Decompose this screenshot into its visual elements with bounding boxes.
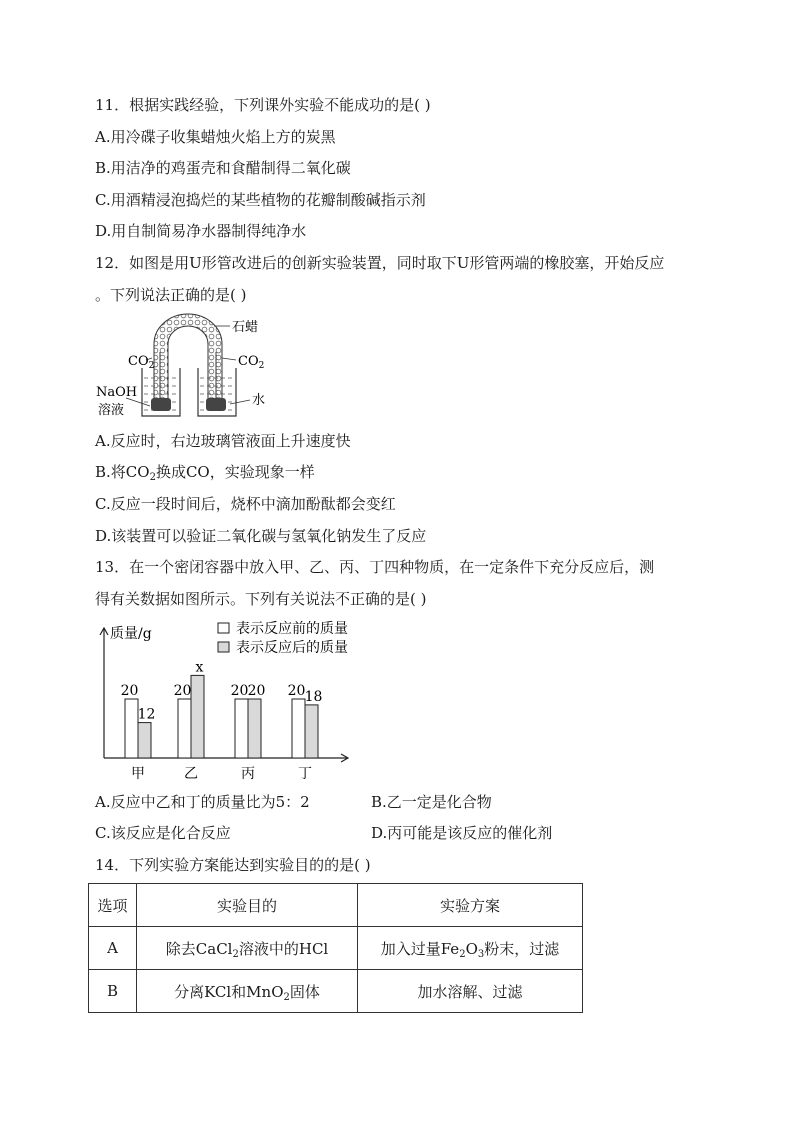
q12-option-c: C.反应一段时间后，烧杯中滴加酚酞都会变红 <box>95 495 396 513</box>
solution-label: 溶液 <box>98 403 125 418</box>
table-header-row <box>89 884 583 927</box>
q12-option-a: A.反应时，右边玻璃管液面上升速度快 <box>95 432 351 450</box>
q11-option-a: A.用冷碟子收集蜡烛火焰上方的炭黑 <box>95 128 336 146</box>
q11-option-c: C.用酒精浸泡捣烂的某些植物的花瓣制酸碱指示剂 <box>95 191 426 209</box>
bar <box>191 675 204 758</box>
mass-bar-chart <box>90 618 380 786</box>
bar <box>138 723 151 758</box>
bar-value-label: x <box>195 659 204 676</box>
header-aim: 实验目的 <box>137 884 358 927</box>
bar-value-label: 20 <box>173 683 192 699</box>
bar <box>248 699 261 758</box>
q14-stem: 14．下列实验方案能达到实验目的的是( ) <box>95 856 371 874</box>
q13-stem-line1: 13．在一个密闭容器中放入甲、乙、丙、丁四种物质，在一定条件下充分反应后，测 <box>95 558 655 576</box>
bar <box>125 699 138 758</box>
q12-option-d: D.该装置可以验证二氧化碳与氢氧化钠发生了反应 <box>95 527 427 545</box>
category-label: 甲 <box>131 766 145 782</box>
bar-value-label: 20 <box>287 683 306 699</box>
right-co2-label: $CO_2$ <box>238 354 265 371</box>
right-stopper <box>206 398 226 411</box>
q11-option-d: D.用自制简易净水器制得纯净水 <box>95 222 307 240</box>
category-label: 丙 <box>241 766 255 782</box>
row-b-option: B <box>89 970 137 1013</box>
u-tube-diagram <box>96 312 286 422</box>
row-a-aim: 除去CaCl$_2$溶液中的HCl <box>137 927 358 970</box>
bar-value-label: 20 <box>120 683 139 699</box>
bar <box>178 699 191 758</box>
bar-value-label: 18 <box>304 688 323 705</box>
row-a-plan: 加入过量$Fe_2O_3$粉末，过滤 <box>358 927 583 970</box>
bar-value-label: 12 <box>137 706 156 723</box>
left-co2-label: $CO_2$ <box>128 354 155 371</box>
y-axis-label: 质量/g <box>110 626 152 642</box>
header-plan: 实验方案 <box>358 884 583 927</box>
header-option: 选项 <box>89 884 137 927</box>
bar-value-label: 20 <box>230 683 249 699</box>
paraffin-tube <box>154 314 222 400</box>
legend-label: 表示反应后的质量 <box>236 640 348 656</box>
q13-option-b: B.乙一定是化合物 <box>371 793 492 811</box>
bar-value-label: 20 <box>247 683 266 699</box>
q13-option-d: D.丙可能是该反应的催化剂 <box>371 824 553 842</box>
q13-option-c: C.该反应是化合反应 <box>95 824 231 842</box>
bar <box>235 699 248 758</box>
left-stopper <box>151 398 171 411</box>
bar <box>292 699 305 758</box>
legend-label: 表示反应前的质量 <box>236 621 348 637</box>
category-label: 丁 <box>298 766 312 782</box>
table-row <box>89 927 583 970</box>
q12-stem-line2: 。下列说法正确的是( ) <box>95 286 247 304</box>
paraffin-label: 石蜡 <box>232 320 259 335</box>
legend-swatch <box>218 642 229 652</box>
row-b-plan: 加水溶解、过滤 <box>358 970 583 1013</box>
legend-swatch <box>218 623 229 633</box>
q13-stem-line2: 得有关数据如图所示。下列有关说法不正确的是( ) <box>95 590 427 608</box>
naoh-label: NaOH <box>96 385 138 400</box>
q11-stem: 11．根据实践经验，下列课外实验不能成功的是( ) <box>95 96 431 114</box>
water-label: 水 <box>252 393 266 408</box>
q11-option-b: B.用洁净的鸡蛋壳和食醋制得二氧化碳 <box>95 159 351 177</box>
table-row <box>89 970 583 1013</box>
row-a-option: A <box>89 927 137 970</box>
q14-table <box>88 883 583 1013</box>
q12-stem-line1: 12．如图是用U形管改进后的创新实验装置，同时取下U形管两端的橡胶塞，开始反应 <box>95 254 665 272</box>
category-label: 乙 <box>184 766 198 782</box>
row-b-aim: 分离KCl和MnO$_2$固体 <box>137 970 358 1013</box>
q13-option-a: A.反应中乙和丁的质量比为5：2 <box>95 793 310 811</box>
bar <box>305 705 318 758</box>
q12-option-b: B.将$CO_2$换成CO，实验现象一样 <box>95 463 315 483</box>
